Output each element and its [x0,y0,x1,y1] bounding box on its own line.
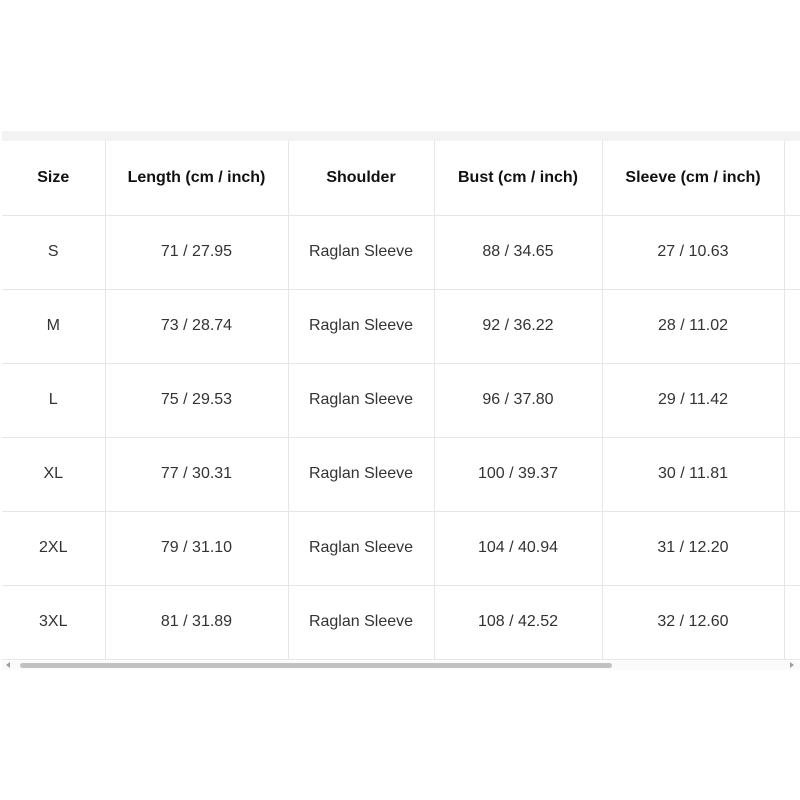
cell-sleeve: 30 / 11.81 [602,437,784,511]
size-chart-container [2,131,800,670]
cell-bust: 104 / 40.94 [434,511,602,585]
cell-shoulder: Raglan Sleeve [288,215,434,289]
cell-length: 73 / 28.74 [105,289,288,363]
header-length: Length (cm / inch) [105,141,288,215]
cell-length: 71 / 27.95 [105,215,288,289]
cell-size: M [2,289,105,363]
cell-bust: 88 / 34.65 [434,215,602,289]
cell-sleeve: 28 / 11.02 [602,289,784,363]
cell-cut-off [784,289,800,363]
cell-sleeve: 27 / 10.63 [602,215,784,289]
table-header-row [2,141,800,215]
cell-length: 77 / 30.31 [105,437,288,511]
cell-length: 79 / 31.10 [105,511,288,585]
cell-bust: 96 / 37.80 [434,363,602,437]
cell-cut-off [784,511,800,585]
cell-shoulder: Raglan Sleeve [288,437,434,511]
header-size: Size [2,141,105,215]
cell-cut-off [784,215,800,289]
cell-cut-off [784,585,800,659]
table-row [2,363,800,437]
header-shoulder: Shoulder [288,141,434,215]
cell-length: 81 / 31.89 [105,585,288,659]
cell-sleeve: 31 / 12.20 [602,511,784,585]
cell-shoulder: Raglan Sleeve [288,585,434,659]
size-chart-table [2,141,800,660]
chevron-right-icon[interactable] [790,662,794,668]
header-sleeve: Sleeve (cm / inch) [602,141,784,215]
table-row [2,215,800,289]
table-top-band [2,131,800,141]
cell-size: L [2,363,105,437]
cell-size: 2XL [2,511,105,585]
cell-shoulder: Raglan Sleeve [288,511,434,585]
cell-length: 75 / 29.53 [105,363,288,437]
scrollbar-thumb[interactable] [20,663,612,668]
horizontal-scrollbar[interactable] [2,661,800,670]
cell-shoulder: Raglan Sleeve [288,363,434,437]
cell-bust: 92 / 36.22 [434,289,602,363]
table-row [2,437,800,511]
table-row [2,289,800,363]
table-row [2,511,800,585]
cell-cut-off [784,363,800,437]
cell-bust: 100 / 39.37 [434,437,602,511]
cell-bust: 108 / 42.52 [434,585,602,659]
cell-cut-off [784,437,800,511]
header-bust: Bust (cm / inch) [434,141,602,215]
cell-size: XL [2,437,105,511]
chevron-left-icon[interactable] [6,662,10,668]
cell-size: S [2,215,105,289]
cell-size: 3XL [2,585,105,659]
header-cut-off [784,141,800,215]
cell-sleeve: 29 / 11.42 [602,363,784,437]
cell-sleeve: 32 / 12.60 [602,585,784,659]
cell-shoulder: Raglan Sleeve [288,289,434,363]
table-row [2,585,800,659]
